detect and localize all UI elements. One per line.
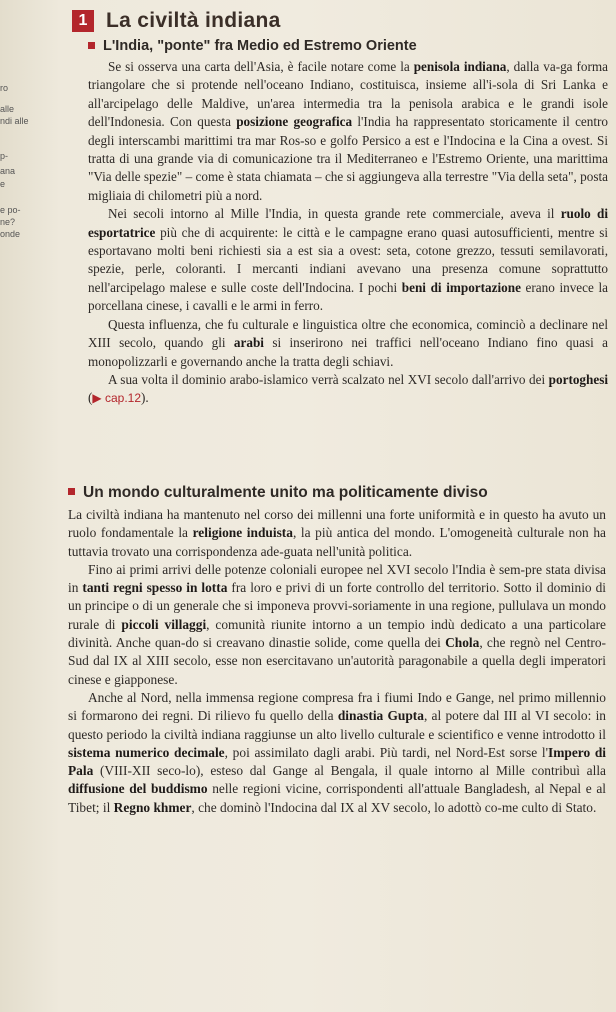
margin-note: e	[0, 179, 6, 189]
margin-note: p-	[0, 151, 9, 161]
paragraph: A sua volta il dominio arabo-islamico verrà scalzato nel XVI secolo dall'arrivo dei portoghesi (▶ cap.12).	[88, 371, 608, 406]
paragraph: Se si osserva una carta dell'Asia, è facile notare come la penisola indiana, dalla va-ga forma triangolare che si protende nell'oceano Indiano, costituisca, insieme all'i-sola di Sri Lanka e all'arcipelago delle Maldive, un'area intermedia tra la penisola arabica e le grandi isole dell'Indonesia. Con questa posizione geografica l'India ha rappresentato storicamente il centro degli interscambi marittimi tra mar Ros-so e golfo Persico a est e l'Indocina e la Cina a ovest. Si tratta di una grande via di comunicazione tra il Mediterraneo e l'Estremo Oriente, una marittima "Via delle spezie" – come è stata chiamata – che si aggiungeva alla terrestre "Via della seta", posta migliaia di chilometri più a nord.	[88, 59, 609, 203]
section-1-heading-row	[88, 38, 608, 54]
paragraph: La civiltà indiana ha mantenuto nel corso dei millenni una forte uniformità e in questo ha avuto un ruolo fondamentale la religione induista, la più antica del mondo. L'omogeneità culturale non ha tuttavia trovato una corrispondenza ade-guata nell'unità politica.	[68, 507, 606, 559]
paragraph: Fino ai primi arrivi delle potenze coloniali europee nel XVI secolo l'India è sem-pre stata divisa in tanti regni spesso in lotta fra loro e privi di un forte controllo del territorio. Sotto il dominio di un principe o di un generale che si imponeva provvi-soriamente in una regione, pullulava un mondo rurale di piccoli villaggi, comunità riunite intorno a un tempio indù dedicato a una particolare divinità. Anche quan-do si creavano dinastie solide, come quella dei Chola, che regnò nel Centro-Sud dal IX al XIII secolo, esse non esercitavano un'autorità paragonabile a quella degli imperatori cinese e giapponese.	[68, 561, 606, 687]
margin-note: alle	[0, 104, 15, 114]
margin-note: ro	[0, 83, 9, 93]
section-1-heading: L'India, "ponte" fra Medio ed Estremo Oriente	[103, 38, 417, 54]
margin-note: onde	[0, 229, 21, 239]
paragraph: Anche al Nord, nella immensa regione compresa fra i fiumi Indo e Gange, nel primo millennio si formarono dei regni. Di rilievo fu quello della dinastia Gupta, al potere dal III al VI secolo: in questo periodo la civiltà indiana raggiunse un alto livello culturale e scientifico e venne introdotto il sistema numerico decimale, poi assimilato dagli arabi. Più tardi, nel Nord-Est sorse l'Impero di Pala (VIII-XII seco-lo), esteso dal Gange al Bengala, il quale intorno al Mille contribuì alla diffusione del buddismo nelle regioni vicine, corrispondenti all'attuale Bangladesh, al Nepal e al Tibet; il Regno khmer, che dominò l'Indocina dal IX al XV secolo, lo adottò co-me culto di Stato.	[68, 689, 607, 815]
section-1-body	[88, 58, 608, 408]
bullet-square-icon	[88, 42, 95, 49]
chapter-title: La civiltà indiana	[106, 9, 281, 32]
section-2-body	[68, 506, 606, 817]
margin-note: ana	[0, 166, 16, 176]
bullet-square-icon	[68, 488, 75, 495]
chapter-header	[72, 6, 281, 36]
section-2-heading-row	[68, 484, 608, 502]
chapter-reference-link[interactable]: ▶ cap.12	[92, 391, 141, 406]
margin-note: ne?	[0, 217, 16, 227]
section-2-heading: Un mondo culturalmente unito ma politicamente diviso	[83, 484, 488, 501]
paragraph: Questa influenza, che fu culturale e linguistica oltre che economica, cominciò a declinare nel XIII secolo, quando gli arabi si inserirono nei traffici nell'oceano Indiano fino quasi a monopolizzarli e governando anche la tratta degli schiavi.	[88, 316, 608, 369]
margin-note: e po-	[0, 205, 21, 215]
chapter-number-badge: 1	[72, 10, 94, 32]
paragraph: Nei secoli intorno al Mille l'India, in questa grande rete commerciale, aveva il ruolo di esportatrice più che di acquirente: le città e le campagne erano quasi autosufficienti, mentre si esportavano molti beni richiesti sia a est sia a ovest: seta, cotone grezzo, tessuti semilavorati, spezie, perle, coloranti. I mercanti indiani avevano una presenza comune soprattutto nell'arcipelago malese e sulle coste dell'Indocina. I pochi beni di importazione erano invece la porcellana cinese, i cavalli e le armi in ferro.	[88, 206, 608, 314]
margin-note: ndi alle	[0, 116, 29, 126]
